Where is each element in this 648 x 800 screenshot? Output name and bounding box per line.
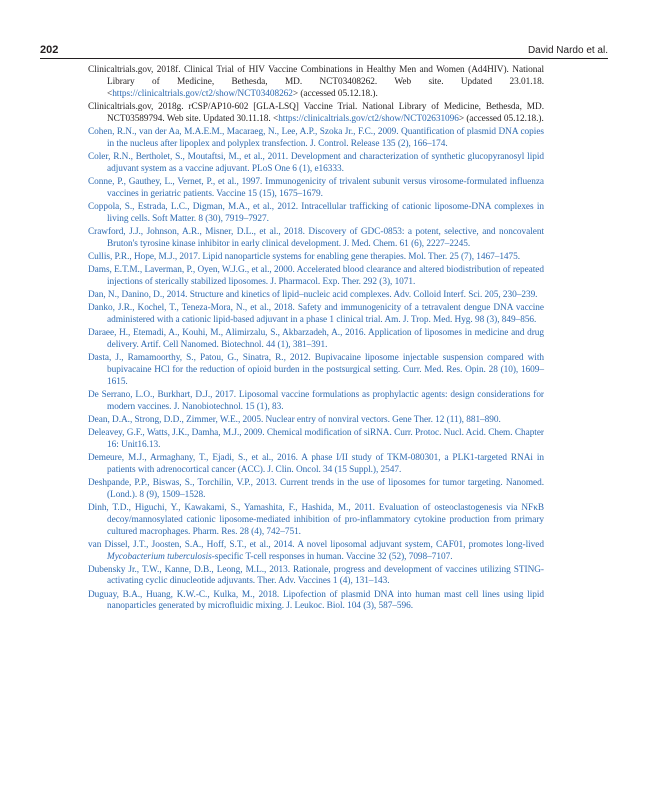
reference-link[interactable]: https://clinicaltrials.gov/ct2/show/NCT03408262 (112, 88, 293, 99)
reference-item (88, 65, 544, 100)
reference-item[interactable]: Demeure, M.J., Armaghany, T., Ejadi, S., et al., 2016. A phase I/II study of TKM-080301, a PLK1-targeted RNAi in patients with adrenocortical cancer (ACC). J. Clin. Oncol. 34 (15 Suppl.), 2547. (88, 452, 544, 475)
reference-text-tail: > (accessed 05.12.18.). (458, 113, 544, 124)
reference-item[interactable]: Duguay, B.A., Huang, K.W.-C., Kulka, M., 2018. Lipofection of plasmid DNA into human mast cell lines using lipid nanoparticles generated by microfluidic mixing. J. Leukoc. Biol. 104 (3), 587–596. (88, 589, 544, 612)
reference-text: Clinicaltrials.gov, 2018f. Clinical Trial of HIV Vaccine Combinations in Healthy Men and Women (Ad4HIV). National Library of Medicine, Bethesda, MD. NCT03408262. Web site. Updated 23.01.18. < (88, 65, 544, 99)
reference-text: van Dissel, J.T., Joosten, S.A., Hoff, S.T., et al., 2014. A novel liposomal adjuvant system, CAF01, promotes long-lived (88, 539, 544, 550)
reference-item[interactable]: Dinh, T.D., Higuchi, Y., Kawakami, S., Yamashita, F., Hashida, M., 2011. Evaluation of osteoclastogenesis via NFκB decoy/mannosylated cationic liposome-mediated inhibition of pro-inflammatory cytokine production from primary cultured macrophages. Pharm. Res. 28 (4), 742–751. (88, 502, 544, 537)
reference-italic-term: Mycobacterium tuberculosis (107, 551, 212, 562)
reference-item[interactable]: Crawford, J.J., Johnson, A.R., Misner, D.L., et al., 2018. Discovery of GDC-0853: a potent, selective, and noncovalent Bruton's tyrosine kinase inhibitor in early clinical development. J. Med. Chem. 61 (6), 2227–2245. (88, 226, 544, 249)
reference-list (88, 65, 544, 615)
page-number: 202 (40, 44, 59, 56)
running-head-authors: David Nardo et al. (527, 45, 608, 56)
reference-item[interactable] (88, 540, 544, 564)
reference-item[interactable]: Cohen, R.N., van der Aa, M.A.E.M., Macaraeg, N., Lee, A.P., Szoka Jr., F.C., 2009. Quantification of plasmid DNA copies in the nucleus after lipoplex and polyplex transfection. J. Control. Release 135 (2), 166–174. (88, 126, 544, 149)
reference-item[interactable]: Dams, E.T.M., Laverman, P., Oyen, W.J.G., et al., 2000. Accelerated blood clearance and altered biodistribution of repeated injections of sterically stabilized liposomes. J. Pharmacol. Exp. Ther. 292 (3), 1071. (88, 264, 544, 287)
running-header (40, 40, 608, 56)
reference-item[interactable]: Dubensky Jr., T.W., Kanne, D.B., Leong, M.L., 2013. Rationale, progress and development of vaccines utilizing STING-activating cyclic dinucleotide adjuvants. Ther. Adv. Vaccines 1 (4), 131–143. (88, 564, 544, 587)
reference-item[interactable]: Coler, R.N., Bertholet, S., Moutaftsi, M., et al., 2011. Development and characterization of synthetic glucopyranosyl lipid adjuvant system as a vaccine adjuvant. PLoS One 6 (1), e16333. (88, 151, 544, 174)
reference-text-tail: > (accessed 05.12.18.). (292, 88, 378, 99)
reference-item[interactable]: Dasta, J., Ramamoorthy, S., Patou, G., Sinatra, R., 2012. Bupivacaine liposome injectable suspension compared with bupivacaine HCl for the reduction of opioid burden in the postsurgical setting. Curr. Med. Res. Opin. 28 (10), 1609–1615. (88, 353, 544, 387)
header-rule (40, 58, 608, 59)
reference-link[interactable]: https://clinicaltrials.gov/ct2/show/NCT02631096 (278, 113, 459, 124)
reference-item[interactable]: Coppola, S., Estrada, L.C., Digman, M.A., et al., 2012. Intracellular trafficking of cationic liposome-DNA complexes in living cells. Soft Matter. 8 (30), 7919–7927. (88, 201, 544, 224)
reference-item[interactable]: Daraee, H., Etemadi, A., Kouhi, M., Alimirzalu, S., Akbarzadeh, A., 2016. Application of liposomes in medicine and drug delivery. Artif. Cell Nanomed. Biotechnol. 44 (1), 381–391. (88, 328, 544, 350)
reference-item[interactable]: Dan, N., Danino, D., 2014. Structure and kinetics of lipid–nucleic acid complexes. Adv. Colloid Interf. Sci. 205, 230–239. (88, 289, 538, 300)
reference-item[interactable]: Dean, D.A., Strong, D.D., Zimmer, W.E., 2005. Nuclear entry of nonviral vectors. Gene Ther. 12 (11), 881–890. (88, 414, 501, 425)
reference-text-tail: -specific T-cell responses in human. Vaccine 32 (52), 7098–7107. (211, 551, 453, 562)
reference-item[interactable]: De Serrano, L.O., Burkhart, D.J., 2017. Liposomal vaccine formulations as prophylactic agents: design considerations for modern vaccines. J. Nanobiotechnol. 15 (1), 83. (88, 389, 544, 412)
reference-text: Clinicaltrials.gov, 2018g. rCSP/AP10-602 [GLA-LSQ] Vaccine Trial. National Library of Medicine, Bethesda, MD. NCT03589794. Web site. Updated 30.11.18. < (88, 101, 544, 124)
reference-item[interactable]: Conne, P., Gauthey, L., Vernet, P., et al., 1997. Immunogenicity of trivalent subunit versus virosome-formulated influenza vaccines in geriatric patients. Vaccine 15 (15), 1675–1679. (88, 176, 544, 199)
reference-item[interactable]: Deshpande, P.P., Biswas, S., Torchilin, V.P., 2013. Current trends in the use of liposomes for tumor targeting. Nanomed. (Lond.). 8 (9), 1509–1528. (88, 477, 544, 500)
reference-item[interactable]: Cullis, P.R., Hope, M.J., 2017. Lipid nanoparticle systems for enabling gene therapies. Mol. Ther. 25 (7), 1467–1475. (88, 251, 521, 262)
reference-item[interactable]: Deleavey, G.F., Watts, J.K., Damha, M.J., 2009. Chemical modification of siRNA. Curr. Protoc. Nucl. Acid. Chem. Chapter 16: Unit16.13. (88, 427, 544, 450)
reference-item[interactable]: Danko, J.R., Kochel, T., Teneza-Mora, N., et al., 2018. Safety and immunogenicity of a tetravalent dengue DNA vaccine administered with a cationic lipid-based adjuvant in a phase 1 clinical trial. Am. J. Trop. Med. Hyg. 98 (3), 849–856. (88, 303, 544, 325)
reference-item (88, 102, 544, 126)
